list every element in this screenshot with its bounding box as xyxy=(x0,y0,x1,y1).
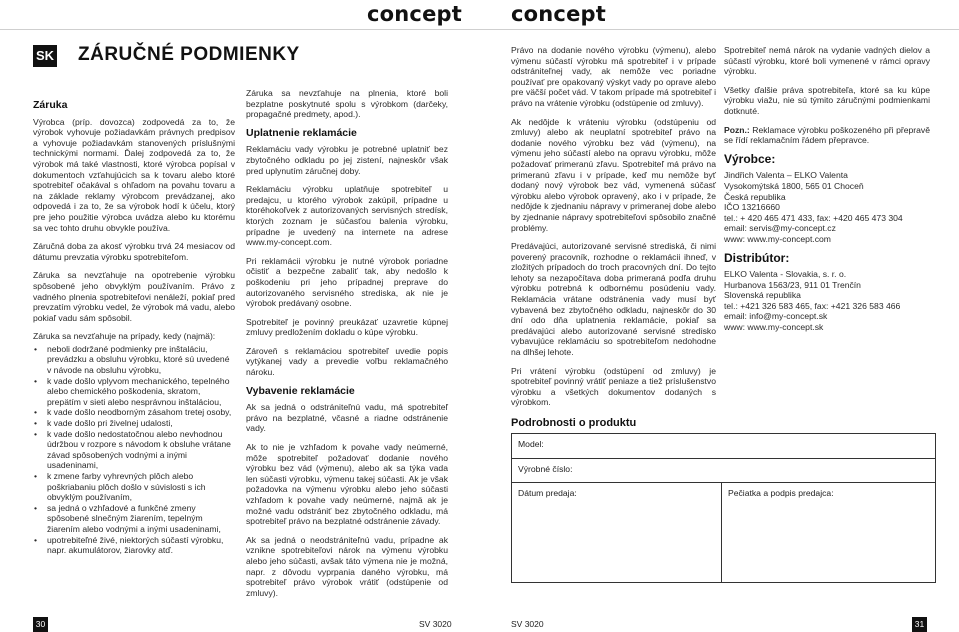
address-line: email: info@my-concept.sk xyxy=(724,311,828,322)
address-line: tel.: + 420 465 471 433, fax: +420 465 473 304 xyxy=(724,212,903,223)
paragraph: Právo na dodanie nového výrobku (výmenu), alebo výmenu súčastí výrobku má spotrebiteľ i v prípade odstrániteľnej vady, ak nemôže vec poriadne používať pre opakovaný výskyt vady po oprave alebo pre väčší počet vád. V takom prípade má spotrebiteľ i právo na vrátenie výrobku (odstúpenie od zmluvy). xyxy=(511,45,716,108)
address-line: Hurbanova 1563/23, 911 01 Trenčín xyxy=(724,279,861,290)
stamp-label: Pečiatka a podpis predajca: xyxy=(728,488,834,498)
list-item: • upotrebiteľné živé, niektorých súčastí výrobku, napr. akumulátorov, žiarovky atď. xyxy=(43,535,235,556)
paragraph: Spotrebiteľ nemá nárok na vydanie vadných dielov a súčastí výrobku, ktoré boli vymenené v rámci opravy výrobku. xyxy=(724,45,930,77)
paragraph: Ak sa jedná o neodstrániteľnú vadu, prípadne ak vznikne spotrebiteľovi nárok na výmenu výrobku alebo jeho súčasti, avšak táto výmena nie je možná, napr. z dôvodu vyprpania daného výrobku, má spotrebiteľ právo výrobok vrátiť (odstúpenie od zmluvy). xyxy=(246,534,448,598)
paragraph: Záruka sa nevzťahuje na prípady, kedy (najmä): xyxy=(33,331,216,342)
paragraph: Pri vrátení výrobku (odstúpení od zmluvy) je spotrebiteľ povinný vrátiť peniaze a tiež príslušenstvo výrobku a všetkých dokumentov dodaných s výrobkom. xyxy=(511,365,716,408)
top-bar xyxy=(0,0,959,30)
paragraph: Výrobca (príp. dovozca) zodpovedá za to, že výrobok vyhovuje požiadavkám právnych predpisov a vyhovuje požiadavkám stanovených príslušnými technickými normami. Ďalej zodpovedá za to, že výrobok má také vlastnosti, ktoré výrobca popísal v dokumentoch vzťahujúcich sa k tovaru alebo ktoré spotrebiteľ očakával s ohľadom na povahu tovaru a na základe reklamy výrobcom prevádzanej, ako odpovedá i za to, že sa výrobok hodí k účelu, ktorý pre jeho použitie výrobca uvádza alebo ku ktorému sa vec tohto druhu obvykle používa. xyxy=(33,116,235,233)
note-paragraph xyxy=(724,125,930,146)
column-3 xyxy=(511,45,716,416)
paragraph: Spotrebiteľ je povinný preukázať uzavretie kúpnej zmluvy predložením dokladu o kúpe výrobku. xyxy=(246,316,448,338)
product-details-title: Podrobnosti o produktu xyxy=(511,417,637,429)
address-line: email: servis@my-concept.cz xyxy=(724,223,836,234)
sale-date-label: Dátum predaja: xyxy=(518,488,577,498)
list-item: • neboli dodržané podmienky pre inštaláciu, prevádzku a obsluhu výrobku, ktoré sú uvedené v návode na obsluhu výrobku, xyxy=(43,344,235,376)
form-divider xyxy=(721,483,722,582)
address-line: Slovenská republika xyxy=(724,290,801,301)
list-item: • k vade došlo neodborným zásahom tretej osoby, xyxy=(43,407,235,418)
address-line: IČO 13216660 xyxy=(724,202,780,213)
address-line: www: www.my-concept.sk xyxy=(724,322,824,333)
paragraph: Ak nedôjde k vráteniu výrobku (odstúpeniu od zmluvy) alebo ak neuplatní spotrebiteľ právo na dodanie nového výrobku bez vád (výmenu), na výmenu jeho súčastí alebo na opravu výrobku, môže požadovať primeranú zľavu. Spotrebiteľ má právo na primeranú zľavu i v prípade, keď mu nemôže byť dodaný nový výrobok bez vád, vymenená súčasť výrobku alebo výrobok opravený, ako i v prípade, že nedôjde k zjednaniu nápravy v primeranej dobe alebo by zjednanie nápravy spotrebiteľovi spôsobilo značné problémy. xyxy=(511,116,716,233)
column-2 xyxy=(246,88,448,606)
exclusion-list xyxy=(33,344,235,556)
form-row-model[interactable] xyxy=(512,434,935,458)
model-label: Model: xyxy=(518,439,544,449)
paragraph: Reklamáciu vady výrobku je potrebné uplatniť bez zbytočného odkladu po jej zistení, najneskôr však pred uplynutím záručnej doby. xyxy=(246,144,448,176)
list-item: • k vade došlo nedostatočnou alebo nevhodnou údržbou v rozpore s návodom k obsluhe vrátane závad spôsobených vodnými a inými usadeninami, xyxy=(43,429,235,471)
manufacturer-heading: Výrobce: xyxy=(724,151,776,166)
manufacturer-address xyxy=(724,170,930,244)
form-row-sale xyxy=(512,482,935,582)
paragraph: Ak to nie je vzhľadom k povahe vady neúmerné, môže spotrebiteľ požadovať dodanie nového výrobku bez vád (výmenu), alebo ak sa týka vada len súčasti výrobku, výmenu takej súčasti. Ak je však požadovka na výmenu výrobku alebo jeho súčasti vzhľadom k povahe vady neúmerné, najmä ak je možné vadu odstrániť bez zbytočného odkladu, má spotrebiteľ právo na bezplatné odstránenie závady. xyxy=(246,442,448,527)
address-line: ELKO Valenta - Slovakia, s. r. o. xyxy=(724,269,847,280)
section-heading-vybavenie: Vybavenie reklamácie xyxy=(246,384,355,397)
address-line: Česká republika xyxy=(724,191,786,202)
paragraph: Pri reklamácii výrobku je nutné výrobok poriadne očistiť a bezpečne zabaliť tak, aby nedošlo k poškodeniu pri jeho prípadnej preprave do autorizovaného servisného strediska, ak nie je výrobok predávaný osobne. xyxy=(246,255,448,309)
distributor-address xyxy=(724,269,930,333)
list-item: • sa jedná o vzhľadové a funkčné zmeny spôsobené slnečným žiarením, tepelným žiarením alebo vodnými a inými usadeninami, xyxy=(43,503,235,535)
paragraph: Záručná doba za akosť výrobku trvá 24 mesiacov od dátumu prevzatia výrobku spotrebiteľom. xyxy=(33,241,235,262)
list-item: • k vade došlo vplyvom mechanického, tepelného alebo chemického poškodenia, skratom, prepätím v sieti alebo nesprávnou inštaláciou, xyxy=(43,376,235,408)
header-divider xyxy=(0,29,959,30)
brand-logo-right: concept xyxy=(511,2,606,26)
address-line: www: www.my-concept.com xyxy=(724,233,831,244)
page-number-left: 30 xyxy=(33,617,48,632)
page-number-right: 31 xyxy=(912,617,927,632)
model-code-left: SV 3020 xyxy=(419,619,452,629)
column-1 xyxy=(33,100,235,562)
paragraph: Reklamáciu výrobku uplatňuje spotrebiteľ u predajcu, u ktorého výrobok zakúpil, prípadne u ktoréhokoľvek z autorizovaných servisných stredísk, ktorých zoznam je súčasťou balenia výrobku, prípadne je uvedený na internete na adrese www.my-concept.com. xyxy=(246,184,448,248)
language-badge: SK xyxy=(33,45,57,67)
address-line: Vysokomýtská 1800, 565 01 Choceň xyxy=(724,180,864,191)
product-details-form xyxy=(511,433,936,583)
paragraph: Záruka sa nevzťahuje na opotrebenie výrobku spôsobené jeho obvyklým používaním. Právo z vadného plnenia spotrebiteľovi nenáleží, pokiaľ pred prevzatím výrobku vedel, že výrobok má vadu, alebo pokiaľ vadu sám spôsobil. xyxy=(33,270,235,323)
section-heading-uplatnenie: Uplatnenie reklamácie xyxy=(246,126,357,139)
address-line: Jindřich Valenta – ELKO Valenta xyxy=(724,170,848,181)
section-heading-zaruka: Záruka xyxy=(33,99,68,111)
form-row-serial[interactable] xyxy=(512,458,935,483)
paragraph: Ak sa jedná o odstrániteľnú vadu, má spotrebiteľ právo na bezplatné, včasné a riadne odstránenie vady. xyxy=(246,402,448,434)
distributor-heading: Distribútor: xyxy=(724,250,790,265)
note-label: Pozn.: xyxy=(724,124,750,135)
paragraph: Všetky ďalšie práva spotrebiteľa, ktoré sa ku kúpe výrobku viažu, nie sú týmito záručnými podmienkami dotknuté. xyxy=(724,84,930,116)
paragraph: Záruka sa nevzťahuje na plnenia, ktoré boli bezplatne poskytnuté spolu s výrobkom (darčeky, propagačné predmety, apod.). xyxy=(246,88,448,120)
paragraph: Predávajúci, autorizované servisné strediská, či nimi poverený pracovník, rozhodne o reklamácii ihneď, v zložitých prípadoch do troch pracovných dní. Do tejto lehoty sa nezapočítava doba primeraná podľa druhu výrobku potrebná k odbornému posúdeniu vady. Reklamácia vrátane odstránenia vady musí byť vybavená bez zbytočného odkladu, najneskôr do 30 dní odo dňa uplatnenia reklamácie, pokiaľ sa predávajúci alebo autorizované servisné stredisko vybavujúce reklamáciu so spotrebiteľom nedohodne na dlhšej lehote. xyxy=(511,241,716,358)
brand-logo-left: concept xyxy=(367,2,462,26)
note-text: Reklamace výrobku poškozeného při přepravě se řídí reklamačním řádem přepravce. xyxy=(724,124,930,146)
page-title: ZÁRUČNÉ PODMIENKY xyxy=(78,44,300,65)
address-line: tel.: +421 326 583 465, fax: +421 326 583 466 xyxy=(724,300,901,311)
paragraph: Zároveň s reklamáciou spotrebiteľ uvedie popis vytýkanej vady a prevedie voľbu reklamačného nároku. xyxy=(246,345,448,378)
serial-label: Výrobné číslo: xyxy=(518,464,573,474)
list-item: • k zmene farby vyhrevných plôch alebo poškriabaniu plôch došlo v súvislosti s ich obvyklým používaním, xyxy=(43,471,235,503)
list-item: • k vade došlo pri živelnej udalosti, xyxy=(43,418,235,429)
column-4 xyxy=(724,45,930,333)
model-code-right: SV 3020 xyxy=(511,619,544,629)
